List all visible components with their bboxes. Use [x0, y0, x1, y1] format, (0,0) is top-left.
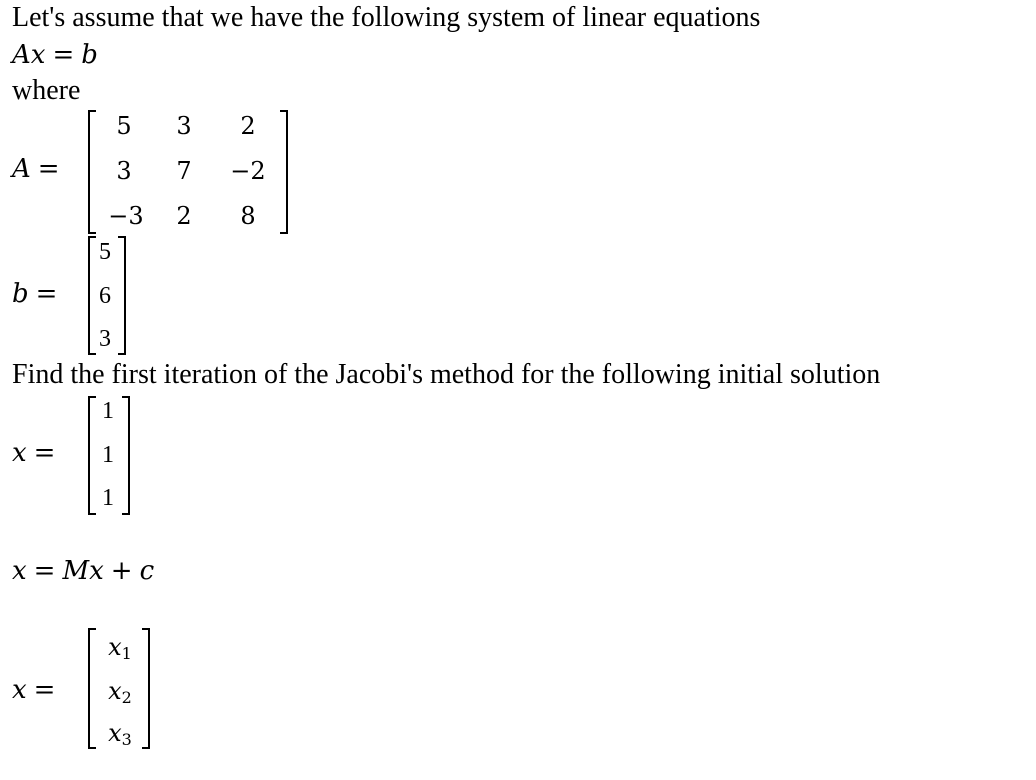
task-text: Find the first iteration of the Jacobi's method for the following initial solution [12, 359, 881, 390]
vector-x-entry: $x_3$ [108, 719, 132, 749]
where-text: where [12, 75, 81, 106]
system-equation-equals: = [52, 40, 75, 70]
vector-x0-entry: 1 [102, 398, 114, 424]
system-equation-rhs: b [81, 40, 98, 70]
vector-b-entry: 5 [99, 239, 111, 265]
intro-text: Let's assume that we have the following system of linear equations [12, 2, 761, 33]
iteration-equation-equals: = [33, 556, 56, 586]
vector-x0-equals: = [33, 438, 56, 468]
vector-b-entry: 3 [99, 326, 111, 352]
matrix-a-label: A [12, 154, 31, 184]
matrix-a-cell: −3 [108, 202, 144, 230]
iteration-equation-c: c [139, 556, 155, 586]
matrix-a-lhs [12, 154, 67, 184]
matrix-a-cell: 5 [116, 112, 132, 140]
matrix-a-left-bracket [88, 110, 96, 234]
matrix-a-cell: 2 [240, 112, 256, 140]
matrix-a-cell: 3 [176, 112, 192, 140]
vector-x-equals: = [33, 675, 56, 705]
vector-b-equals: = [35, 279, 58, 309]
system-equation [12, 40, 98, 70]
vector-x0-entry: 1 [102, 485, 114, 511]
vector-x-entry: $x_2$ [108, 677, 132, 707]
iteration-equation [12, 556, 154, 586]
matrix-a-cell: 8 [240, 202, 256, 230]
vector-x0-entry: 1 [102, 442, 114, 468]
matrix-a-cell: 7 [176, 157, 192, 185]
vector-b-entry: 6 [99, 283, 111, 309]
matrix-a-cell: 2 [176, 202, 192, 230]
vector-x-entry: $x_1$ [108, 633, 132, 663]
iteration-equation-mx: Mx [62, 556, 104, 586]
matrix-a-cell: 3 [116, 157, 132, 185]
vector-x-lhs [12, 675, 62, 705]
vector-x-label: x [12, 675, 27, 705]
vector-x0-label: x [12, 438, 27, 468]
vector-b-label: b [12, 279, 29, 309]
vector-b-lhs [12, 279, 64, 309]
matrix-a-equals: = [37, 154, 60, 184]
vector-x0-lhs [12, 438, 62, 468]
matrix-a-right-bracket [280, 110, 288, 234]
iteration-equation-plus: + [110, 556, 133, 586]
system-equation-lhs: Ax [12, 40, 46, 70]
matrix-a-cell: −2 [230, 157, 266, 185]
iteration-equation-lhs: x [12, 556, 27, 586]
